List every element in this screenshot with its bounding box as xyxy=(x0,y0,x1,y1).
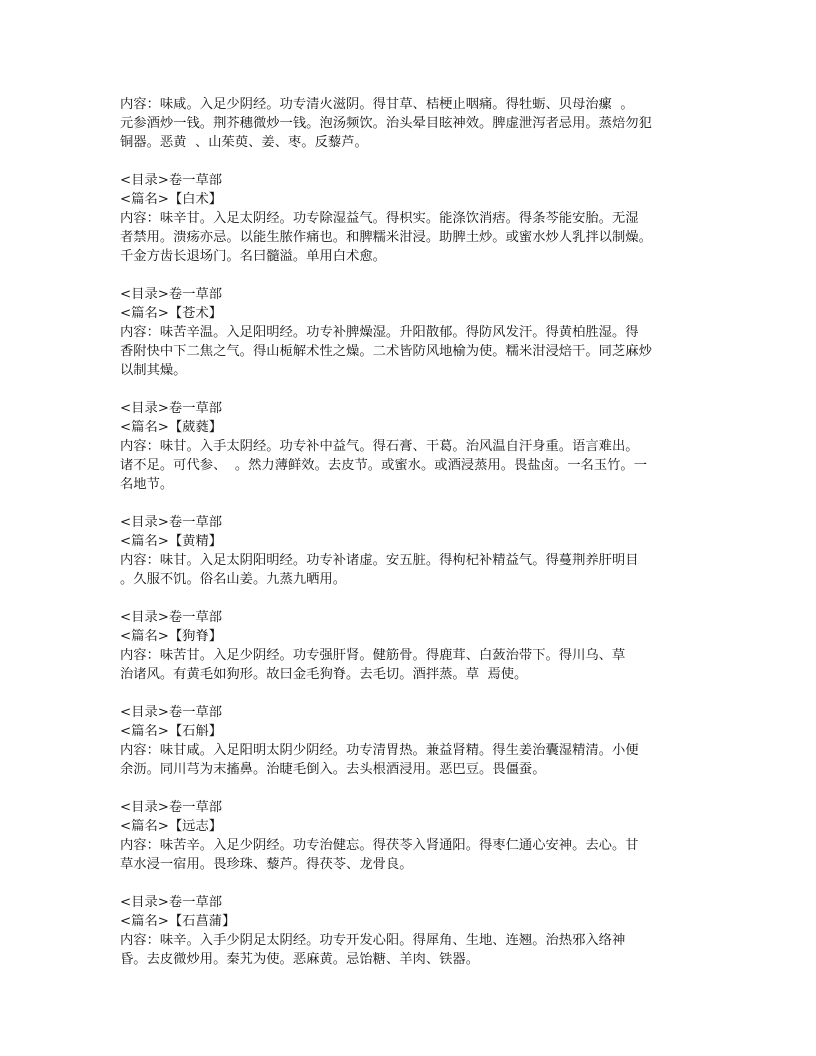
entry-content: 内容：味苦辛。入足少阴经。功专治健忘。得茯苓入肾通阳。得枣仁通心安神。去心。甘 草水浸一宿用。畏珍珠、藜芦。得茯苓、龙骨良。 xyxy=(120,838,639,872)
entry-content: 内容：味辛甘。入足太阴经。功专除湿益气。得枳实。能涤饮消痞。得条芩能安胎。无湿 者禁用。溃疡亦忌。以能生脓作痛也。和脾糯米泔浸。助脾土炒。或蜜水炒人乳拌以制燥。 千金方齿长退场门。名曰髓溢。单用白术愈。 xyxy=(120,211,652,264)
entry-catalog: <目录>卷一草部 xyxy=(120,800,223,815)
entry-catalog: <目录>卷一草部 xyxy=(120,895,223,910)
entry-title: <篇名>【石菖蒲】 xyxy=(120,914,236,929)
entry-title: <篇名>【黄精】 xyxy=(120,534,223,549)
entry-shihu xyxy=(120,703,680,779)
entry-content: 内容：味苦甘。入足少阴经。功专强肝肾。健筋骨。得鹿茸、白蔹治带下。得川乌、草 治诸风。有黄毛如狗形。故曰金毛狗脊。去毛切。酒拌蒸。草 焉使。 xyxy=(120,648,626,682)
entry-content: 内容：味甘。入足太阴阳明经。功专补诸虚。安五脏。得枸杞补精益气。得蔓荆养肝明目 。久服不饥。俗名山姜。九蒸九晒用。 xyxy=(120,553,639,587)
entry-catalog: <目录>卷一草部 xyxy=(120,705,223,720)
entry-title: <篇名>【远志】 xyxy=(120,819,223,834)
document-page xyxy=(120,95,680,988)
entry-gouji xyxy=(120,608,680,684)
entry-content: 内容：味甘咸。入足阳明太阴少阴经。功专清胃热。兼益肾精。得生姜治囊湿精清。小便 余沥。同川芎为末搐鼻。治睫毛倒入。去头根酒浸用。恶巴豆。畏僵蚕。 xyxy=(120,743,639,777)
entry-title: <篇名>【白术】 xyxy=(120,192,223,207)
entry-catalog: <目录>卷一草部 xyxy=(120,287,223,302)
entry-yuanzhi xyxy=(120,798,680,874)
entry-title: <篇名>【葳蕤】 xyxy=(120,420,223,435)
entry-catalog: <目录>卷一草部 xyxy=(120,173,223,188)
entry-title: <篇名>【苍术】 xyxy=(120,306,223,321)
entry-cangzhu xyxy=(120,285,680,380)
entry-content: 内容：味甘。入手太阴经。功专补中益气。得石膏、干葛。治风温自汗身重。语言难出。 诸不足。可代参、 。然力薄鲜效。去皮节。或蜜水。或酒浸蒸用。畏盐卤。一名玉竹。一 名地节。 xyxy=(120,439,648,492)
entry-catalog: <目录>卷一草部 xyxy=(120,401,223,416)
entry-content: 内容：味辛。入手少阴足太阴经。功专开发心阳。得犀角、生地、连翘。治热邪入络神 昏。去皮微炒用。秦艽为使。恶麻黄。忌饴糖、羊肉、铁器。 xyxy=(120,933,626,967)
entry-catalog: <目录>卷一草部 xyxy=(120,610,223,625)
entry-title: <篇名>【石斛】 xyxy=(120,724,223,739)
entry-huangjing xyxy=(120,513,680,589)
entry-shichangpu xyxy=(120,893,680,969)
entry-title: <篇名>【狗脊】 xyxy=(120,629,223,644)
entry-content: 内容：味苦辛温。入足阳明经。功专补脾燥湿。升阳散郁。得防风发汗。得黄柏胜湿。得 香附快中下二焦之气。得山栀解术性之燥。二术皆防风地榆为使。糯米泔浸焙干。同芝麻炒 以制其燥。 xyxy=(120,325,652,378)
entry-catalog: <目录>卷一草部 xyxy=(120,515,223,530)
intro-content: 内容：味咸。入足少阴经。功专清火滋阴。得甘草、桔梗止咽痛。得牡蛎、贝母治瘰 。 元参酒炒一钱。荆芥穗微炒一钱。泡汤频饮。治头晕目眩神效。脾虚泄泻者忌用。蒸焙勿犯 铜器。恶黄 、山茱萸、姜、枣。反藜芦。 xyxy=(120,97,652,150)
entry-weirui xyxy=(120,399,680,494)
entry-baizhu xyxy=(120,171,680,266)
